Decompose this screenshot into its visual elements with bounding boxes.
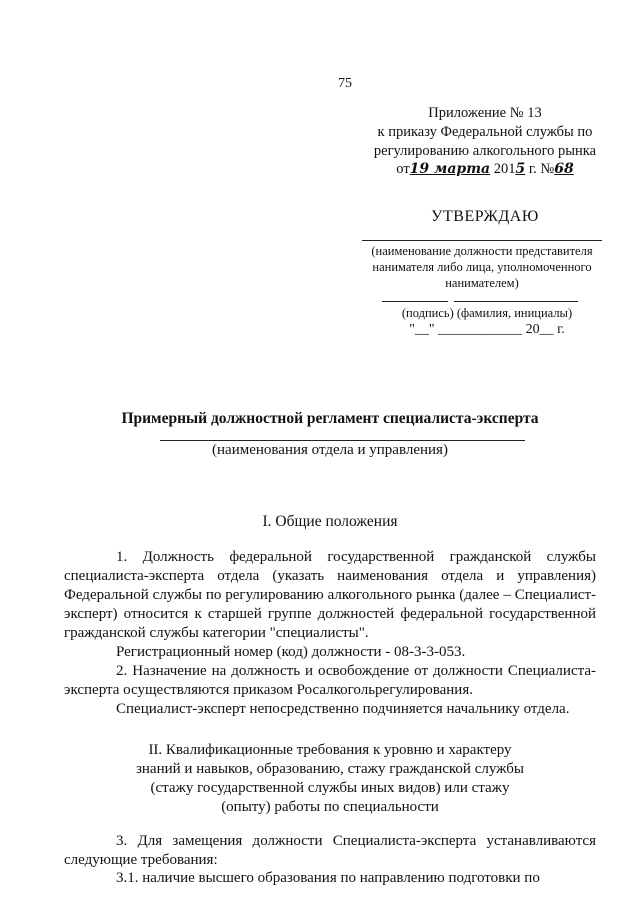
approval-date-line: "__" ____________ 20__ г.: [409, 322, 565, 337]
section2-heading: [110, 741, 550, 817]
section1-paragraph4: Специалист-эксперт непосредственно подчиняется начальнику отдела.: [116, 701, 570, 717]
section1-paragraph2: Регистрационный номер (код) должности - 08-3-3-053.: [116, 644, 466, 660]
year-prefix: 201: [493, 161, 516, 177]
page-number: 75: [338, 76, 352, 91]
signature-line: [382, 301, 448, 302]
dept-caption: (наименования отдела и управления): [212, 442, 448, 458]
handwritten-year: 5: [515, 161, 526, 177]
year-suffix: г. №: [528, 161, 555, 177]
section2-paragraph1: 3. Для замещения должности Специалиста-эксперта устанавливаются следующие требования:: [64, 833, 596, 868]
handwritten-date: 19 марта: [409, 161, 491, 177]
signature-caption: (подпись) (фамилия, инициалы): [401, 306, 573, 320]
section2-paragraph2: 3.1. наличие высшего образования по направлению подготовки по: [116, 870, 540, 886]
appendix-agency-line: регулированию алкогольного рынка: [373, 143, 597, 159]
appendix-date-line: [360, 160, 610, 179]
appendix-order-line: к приказу Федеральной службы по: [377, 124, 593, 140]
section1-heading: I. Общие положения: [262, 513, 398, 530]
position-caption: (наименование должности представителя нанимателя либо лица, уполномоченного нанимателем): [371, 244, 593, 290]
page-crop: [0, 888, 640, 905]
section2-heading-line2: знаний и навыков, образованию, стажу гражданской службы: [135, 761, 525, 777]
section2-heading-line1: II. Квалификационные требования к уровню и характеру: [148, 742, 512, 758]
name-line: [454, 301, 578, 302]
date-prefix: от: [396, 161, 410, 177]
section1-paragraph3: 2. Назначение на должность и освобождение от должности Специалиста-эксперта осуществляются приказом Росалкогольрегулирования.: [64, 663, 596, 698]
section2-heading-line4: (опыту) работы по специальности: [221, 799, 439, 815]
section2-heading-line3: (стажу государственной службы иных видов) или стажу: [150, 780, 510, 796]
approve-heading: УТВЕРЖДАЮ: [431, 208, 539, 225]
dept-line: [160, 440, 525, 441]
handwritten-number: 68: [554, 161, 574, 177]
section1-paragraph1: 1. Должность федеральной государственной гражданской службы специалиста-эксперта отдела (указать наименования отдела и управления) Федеральной службы по регулированию алкогольного рынка (далее – Специалист-эксперт) относится к старшей группе должностей федеральной государственной гражданской службы категории "специалисты".: [64, 549, 596, 641]
appendix-number: Приложение № 13: [428, 105, 542, 121]
position-line: [362, 240, 602, 241]
document-title: Примерный должностной регламент специалиста-эксперта: [121, 410, 539, 427]
